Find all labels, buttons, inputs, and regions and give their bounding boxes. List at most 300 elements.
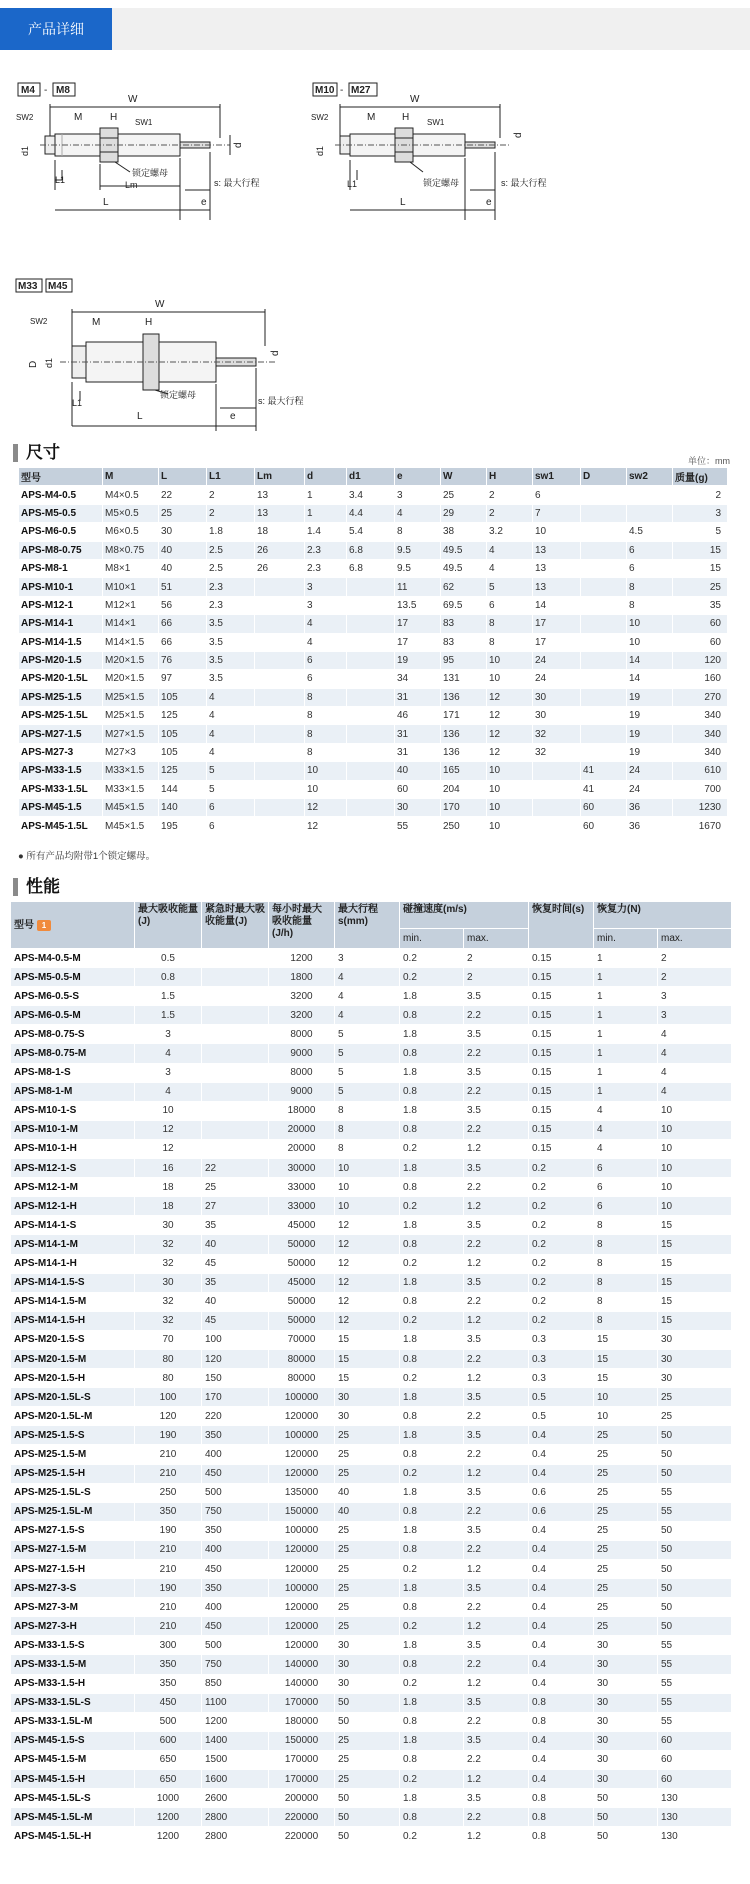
column-header: 型号 xyxy=(19,468,103,486)
table-cell: 13.5 xyxy=(395,596,441,614)
table-cell: 55 xyxy=(395,817,441,835)
table-cell xyxy=(255,651,305,669)
table-cell: 4 xyxy=(487,541,533,559)
table-cell: 1.8 xyxy=(400,1483,464,1502)
table-cell: 1.2 xyxy=(464,1617,529,1636)
table-cell: 2.2 xyxy=(464,1292,529,1311)
table-cell: 100 xyxy=(202,1330,269,1349)
table-cell: 12 xyxy=(335,1311,400,1330)
table-cell: 340 xyxy=(673,743,728,761)
table-cell: 25 xyxy=(594,1445,658,1464)
table-cell: 3.5 xyxy=(207,651,255,669)
table-cell: 100000 xyxy=(269,1579,335,1598)
table-cell: 41 xyxy=(581,762,627,780)
table-cell: 24 xyxy=(627,762,673,780)
table-row xyxy=(11,1063,732,1082)
table-cell: 10 xyxy=(305,780,347,798)
table-cell: 15 xyxy=(335,1349,400,1368)
table-cell: 4 xyxy=(594,1120,658,1139)
table-cell: 0.2 xyxy=(529,1216,594,1235)
table-cell: 50000 xyxy=(269,1311,335,1330)
table-cell: 165 xyxy=(441,762,487,780)
table-row xyxy=(19,615,728,633)
tab-product-detail[interactable]: 产品详细 xyxy=(0,8,112,50)
model-cell: APS-M6-0.5-M xyxy=(11,1006,135,1025)
table-cell: 0.8 xyxy=(400,1235,464,1254)
table-cell: 15 xyxy=(594,1330,658,1349)
table-cell: 6.8 xyxy=(347,541,395,559)
table-cell: 1.8 xyxy=(400,1216,464,1235)
table-cell: 4 xyxy=(305,615,347,633)
table-cell: 60 xyxy=(673,615,728,633)
model-cell: APS-M8-1 xyxy=(19,559,103,577)
table-row xyxy=(19,688,728,706)
section-dimensions xyxy=(13,442,738,464)
table-cell: 130 xyxy=(658,1827,732,1846)
table-cell: 0.15 xyxy=(529,1120,594,1139)
table-cell: 20000 xyxy=(269,1120,335,1139)
table-cell xyxy=(255,633,305,651)
svg-text:锁定螺母: 锁定螺母 xyxy=(132,168,169,178)
table-cell: 30 xyxy=(335,1655,400,1674)
model-cell: APS-M14-1.5-S xyxy=(11,1273,135,1292)
table-cell: 1 xyxy=(594,1044,658,1063)
diagram-title-a: M4 xyxy=(21,85,35,96)
table-cell: 50 xyxy=(658,1540,732,1559)
table-cell: 0.15 xyxy=(529,1044,594,1063)
table-cell: 170 xyxy=(441,799,487,817)
table-cell: M33×1.5 xyxy=(103,780,159,798)
table-cell: 7 xyxy=(533,504,581,522)
table-cell: M25×1.5 xyxy=(103,707,159,725)
table-cell: 25 xyxy=(335,1521,400,1540)
table-cell: 135000 xyxy=(269,1483,335,1502)
table-cell: 25 xyxy=(335,1750,400,1769)
table-cell: 2.2 xyxy=(464,1750,529,1769)
table-cell: 10 xyxy=(487,780,533,798)
table-cell: 0.2 xyxy=(529,1178,594,1197)
table-cell: 3.2 xyxy=(487,523,533,541)
table-cell: 15 xyxy=(594,1369,658,1388)
table-cell: 8 xyxy=(335,1101,400,1120)
table-cell: 0.8 xyxy=(529,1808,594,1827)
table-cell: 14 xyxy=(627,670,673,688)
table-cell: 8 xyxy=(395,523,441,541)
table-cell: 3.5 xyxy=(464,1063,529,1082)
table-cell: 9.5 xyxy=(395,541,441,559)
table-cell: 3.5 xyxy=(464,1330,529,1349)
table-cell: 0.4 xyxy=(529,1770,594,1789)
table-cell: 2 xyxy=(464,968,529,987)
table-cell: 3.5 xyxy=(464,1101,529,1120)
table-cell: 2.2 xyxy=(464,1044,529,1063)
table-cell: 45 xyxy=(202,1311,269,1330)
table-cell: 1.2 xyxy=(464,1560,529,1579)
svg-text:Lm: Lm xyxy=(125,180,138,190)
table-cell: 25 xyxy=(335,1540,400,1559)
table-cell: 500 xyxy=(202,1636,269,1655)
table-cell xyxy=(255,688,305,706)
table-cell: 10 xyxy=(594,1407,658,1426)
table-cell: 1 xyxy=(594,949,658,968)
table-cell: 60 xyxy=(581,799,627,817)
table-cell: 1.8 xyxy=(400,1330,464,1349)
table-cell: 25 xyxy=(594,1464,658,1483)
table-cell: M14×1 xyxy=(103,615,159,633)
table-cell xyxy=(533,780,581,798)
table-cell: 10 xyxy=(335,1159,400,1178)
table-cell: 15 xyxy=(335,1330,400,1349)
table-cell: 2.3 xyxy=(305,541,347,559)
table-cell: 12 xyxy=(335,1273,400,1292)
model-cell: APS-M25-1.5L-S xyxy=(11,1483,135,1502)
table-cell: 8000 xyxy=(269,1063,335,1082)
table-row xyxy=(19,817,728,835)
model-cell: APS-M10-1 xyxy=(19,578,103,596)
section-marker xyxy=(13,444,18,462)
table-cell: 9000 xyxy=(269,1044,335,1063)
table-cell: 190 xyxy=(135,1579,202,1598)
table-cell: 0.2 xyxy=(400,1560,464,1579)
svg-text:L: L xyxy=(400,197,406,208)
svg-text:d1: d1 xyxy=(20,145,30,156)
table-cell: 4 xyxy=(135,1082,202,1101)
table-cell: 45 xyxy=(202,1254,269,1273)
table-cell: 700 xyxy=(673,780,728,798)
model-cell: APS-M10-1-H xyxy=(11,1139,135,1158)
table-cell xyxy=(347,633,395,651)
model-cell: APS-M27-3 xyxy=(19,743,103,761)
table-cell: 10 xyxy=(487,651,533,669)
table-cell: 3 xyxy=(135,1063,202,1082)
table-cell: 0.8 xyxy=(529,1693,594,1712)
svg-text:SW1: SW1 xyxy=(135,118,153,127)
table-cell: 33000 xyxy=(269,1178,335,1197)
table-cell: 19 xyxy=(627,707,673,725)
table-cell: 12 xyxy=(487,743,533,761)
table-cell: 750 xyxy=(202,1502,269,1521)
table-cell xyxy=(202,1082,269,1101)
table-cell: 120000 xyxy=(269,1636,335,1655)
table-cell: 30 xyxy=(658,1369,732,1388)
table-cell: 50 xyxy=(658,1560,732,1579)
model-cell: APS-M45-1.5-S xyxy=(11,1731,135,1750)
table-cell: 15 xyxy=(658,1254,732,1273)
table-cell: 18 xyxy=(255,523,305,541)
table-cell: 1 xyxy=(594,1025,658,1044)
table-cell xyxy=(347,651,395,669)
svg-text:M45: M45 xyxy=(48,281,68,292)
table-cell: M4×0.5 xyxy=(103,486,159,504)
column-header: Lm xyxy=(255,468,305,486)
table-cell: 25 xyxy=(335,1426,400,1445)
table-cell: 25 xyxy=(335,1445,400,1464)
table-cell: 1.8 xyxy=(400,1426,464,1445)
table-cell: 0.8 xyxy=(400,1292,464,1311)
table-cell xyxy=(255,780,305,798)
table-cell: 50 xyxy=(335,1827,400,1846)
table-cell: 0.6 xyxy=(529,1483,594,1502)
table-cell: 0.4 xyxy=(529,1617,594,1636)
table-cell xyxy=(347,780,395,798)
svg-text:SW2: SW2 xyxy=(311,113,329,122)
svg-text:锁定螺母: 锁定螺母 xyxy=(423,178,460,188)
table-cell: 50 xyxy=(658,1521,732,1540)
table-cell: 10 xyxy=(533,523,581,541)
table-cell xyxy=(255,725,305,743)
table-cell: M25×1.5 xyxy=(103,688,159,706)
table-cell: 25 xyxy=(594,1598,658,1617)
table-cell: 210 xyxy=(135,1617,202,1636)
table-cell: 450 xyxy=(202,1617,269,1636)
table-cell: 170000 xyxy=(269,1693,335,1712)
table-cell: 83 xyxy=(441,633,487,651)
table-cell: 30000 xyxy=(269,1159,335,1178)
table-cell xyxy=(202,1120,269,1139)
table-row xyxy=(11,1789,732,1808)
table-cell: 40 xyxy=(335,1502,400,1521)
table-cell: 50 xyxy=(658,1598,732,1617)
table-cell: 3 xyxy=(658,1006,732,1025)
table-cell: 40 xyxy=(395,762,441,780)
table-cell: 3 xyxy=(673,504,728,522)
table-cell: 4.4 xyxy=(347,504,395,522)
table-cell: 1.8 xyxy=(400,1789,464,1808)
model-cell: APS-M10-1-M xyxy=(11,1120,135,1139)
table-cell: 200000 xyxy=(269,1789,335,1808)
table-cell: 350 xyxy=(135,1674,202,1693)
header-model: 型号 1 xyxy=(11,902,135,949)
table-cell: 1200 xyxy=(202,1712,269,1731)
table-cell: 50 xyxy=(658,1464,732,1483)
table-cell xyxy=(255,743,305,761)
table-cell: 15 xyxy=(673,541,728,559)
table-cell: 0.4 xyxy=(529,1579,594,1598)
table-cell: 60 xyxy=(658,1731,732,1750)
table-cell: 25 xyxy=(658,1407,732,1426)
model-cell: APS-M45-1.5L xyxy=(19,817,103,835)
table-cell: 500 xyxy=(135,1712,202,1731)
table-cell: 25 xyxy=(335,1598,400,1617)
table-cell: 24 xyxy=(533,670,581,688)
table-cell xyxy=(202,1006,269,1025)
table-cell: 33000 xyxy=(269,1197,335,1216)
table-cell: 10 xyxy=(335,1178,400,1197)
model-cell: APS-M8-0.75-S xyxy=(11,1025,135,1044)
table-cell: 1.8 xyxy=(400,1025,464,1044)
column-header: D xyxy=(581,468,627,486)
table-cell: 2.2 xyxy=(464,1178,529,1197)
svg-text:d1: d1 xyxy=(44,357,54,368)
table-cell: 0.8 xyxy=(529,1827,594,1846)
table-cell: 29 xyxy=(441,504,487,522)
table-cell: 0.4 xyxy=(529,1674,594,1693)
table-cell: 2.2 xyxy=(464,1120,529,1139)
table-cell: 22 xyxy=(159,486,207,504)
table-cell: 30 xyxy=(594,1674,658,1693)
table-cell xyxy=(202,1139,269,1158)
table-cell: 100000 xyxy=(269,1521,335,1540)
table-cell: 25 xyxy=(335,1560,400,1579)
table-cell: 2.5 xyxy=(207,541,255,559)
table-cell: 17 xyxy=(395,633,441,651)
table-cell: 17 xyxy=(395,615,441,633)
table-cell: 50 xyxy=(335,1789,400,1808)
table-cell: 300 xyxy=(135,1636,202,1655)
table-cell: 10 xyxy=(658,1178,732,1197)
table-cell: 30 xyxy=(658,1330,732,1349)
model-cell: APS-M14-1 xyxy=(19,615,103,633)
table-cell xyxy=(581,651,627,669)
section-title-performance: 性能 xyxy=(26,877,60,896)
table-cell: 120 xyxy=(135,1407,202,1426)
svg-text:M: M xyxy=(92,317,101,328)
svg-text:s: 最大行程: s: 最大行程 xyxy=(501,178,547,188)
table-cell: 8 xyxy=(487,615,533,633)
table-cell: 12 xyxy=(305,799,347,817)
table-cell: 80000 xyxy=(269,1349,335,1368)
table-row xyxy=(19,578,728,596)
column-header: sw1 xyxy=(533,468,581,486)
table-cell: 45000 xyxy=(269,1273,335,1292)
table-row xyxy=(11,1598,732,1617)
table-cell: 1.8 xyxy=(400,1579,464,1598)
table-cell: 1.8 xyxy=(400,1101,464,1120)
table-cell: 80 xyxy=(135,1369,202,1388)
header-impact-speed: 碰撞速度(m/s) xyxy=(400,902,529,929)
table-cell: 6 xyxy=(305,651,347,669)
table-cell: 0.4 xyxy=(529,1750,594,1769)
table-cell: 11 xyxy=(395,578,441,596)
table-cell: 600 xyxy=(135,1731,202,1750)
table-cell: 2.2 xyxy=(464,1349,529,1368)
table-cell: 1600 xyxy=(202,1770,269,1789)
table-row xyxy=(19,780,728,798)
table-cell: 50 xyxy=(594,1808,658,1827)
table-cell: 450 xyxy=(202,1464,269,1483)
table-cell: 220000 xyxy=(269,1808,335,1827)
model-cell: APS-M27-1.5-M xyxy=(11,1540,135,1559)
table-cell xyxy=(581,504,627,522)
table-cell: 30 xyxy=(335,1674,400,1693)
table-cell: 610 xyxy=(673,762,728,780)
table-cell: 100000 xyxy=(269,1426,335,1445)
table-cell: 30 xyxy=(594,1770,658,1789)
table-row xyxy=(11,1770,732,1789)
section-performance xyxy=(13,876,738,898)
table-cell: 36 xyxy=(627,799,673,817)
table-cell: 120000 xyxy=(269,1617,335,1636)
table-cell: M6×0.5 xyxy=(103,523,159,541)
table-cell: 2 xyxy=(487,486,533,504)
table-cell: 12 xyxy=(487,688,533,706)
diagram-title-b: M8 xyxy=(56,85,70,96)
table-cell: 0.2 xyxy=(400,1311,464,1330)
table-cell: 0.2 xyxy=(400,1674,464,1693)
column-header: d xyxy=(305,468,347,486)
model-cell: APS-M4-0.5 xyxy=(19,486,103,504)
table-cell: 32 xyxy=(135,1292,202,1311)
table-cell: 49.5 xyxy=(441,541,487,559)
table-cell: 400 xyxy=(202,1445,269,1464)
table-cell: 3 xyxy=(305,578,347,596)
table-cell: 0.2 xyxy=(400,1617,464,1636)
table-cell: 3.5 xyxy=(464,1731,529,1750)
table-cell: 80 xyxy=(135,1349,202,1368)
table-cell: 0.4 xyxy=(529,1540,594,1559)
table-cell: 1.8 xyxy=(400,1731,464,1750)
table-cell: 8 xyxy=(335,1139,400,1158)
table-cell: 1.8 xyxy=(207,523,255,541)
table-cell: 140000 xyxy=(269,1655,335,1674)
diagram-m33-m45 xyxy=(10,276,330,436)
table-cell: 3.5 xyxy=(464,1388,529,1407)
table-cell: 8 xyxy=(594,1292,658,1311)
column-header: sw2 xyxy=(627,468,673,486)
table-cell: 0.8 xyxy=(400,1808,464,1827)
table-cell: 1.2 xyxy=(464,1197,529,1216)
table-cell xyxy=(581,523,627,541)
table-row xyxy=(11,1254,732,1273)
table-cell: 31 xyxy=(395,725,441,743)
model-cell: APS-M8-0.75 xyxy=(19,541,103,559)
table-cell: 16 xyxy=(135,1159,202,1178)
model-cell: APS-M33-1.5L-S xyxy=(11,1693,135,1712)
table-cell: 250 xyxy=(441,817,487,835)
table-cell: 1 xyxy=(305,504,347,522)
table-cell xyxy=(202,987,269,1006)
model-cell: APS-M25-1.5-M xyxy=(11,1445,135,1464)
table-cell: 0.2 xyxy=(529,1273,594,1292)
model-cell: APS-M25-1.5-S xyxy=(11,1426,135,1445)
table-row xyxy=(19,559,728,577)
table-cell: 8 xyxy=(487,633,533,651)
table-cell: 30 xyxy=(594,1731,658,1750)
svg-text:W: W xyxy=(155,299,165,310)
table-cell: 5 xyxy=(335,1063,400,1082)
table-cell: 2600 xyxy=(202,1789,269,1808)
table-cell: 2 xyxy=(207,504,255,522)
table-row xyxy=(19,541,728,559)
table-cell: 450 xyxy=(135,1693,202,1712)
table-cell: 1100 xyxy=(202,1693,269,1712)
table-cell: 190 xyxy=(135,1521,202,1540)
table-cell: 55 xyxy=(658,1502,732,1521)
table-cell: 650 xyxy=(135,1750,202,1769)
table-cell: 50 xyxy=(594,1789,658,1808)
table-cell: 180000 xyxy=(269,1712,335,1731)
model-cell: APS-M45-1.5-M xyxy=(11,1750,135,1769)
unit-label: 单位：mm xyxy=(688,456,730,466)
model-cell: APS-M33-1.5 xyxy=(19,762,103,780)
model-cell: APS-M20-1.5 xyxy=(19,651,103,669)
table-cell: 50 xyxy=(658,1579,732,1598)
svg-text:M10: M10 xyxy=(315,85,335,96)
table-cell: 160 xyxy=(673,670,728,688)
model-cell: APS-M27-1.5-S xyxy=(11,1521,135,1540)
table-cell: 4 xyxy=(335,1006,400,1025)
model-cell: APS-M45-1.5-H xyxy=(11,1770,135,1789)
model-cell: APS-M33-1.5-M xyxy=(11,1655,135,1674)
note-badge: 1 xyxy=(37,920,51,931)
table-cell xyxy=(202,1063,269,1082)
table-cell: 8 xyxy=(594,1254,658,1273)
table-cell: 0.5 xyxy=(529,1407,594,1426)
table-cell: 50000 xyxy=(269,1292,335,1311)
svg-text:锁定螺母: 锁定螺母 xyxy=(160,390,197,400)
table-cell: 2.2 xyxy=(464,1082,529,1101)
table-cell: 6 xyxy=(487,596,533,614)
